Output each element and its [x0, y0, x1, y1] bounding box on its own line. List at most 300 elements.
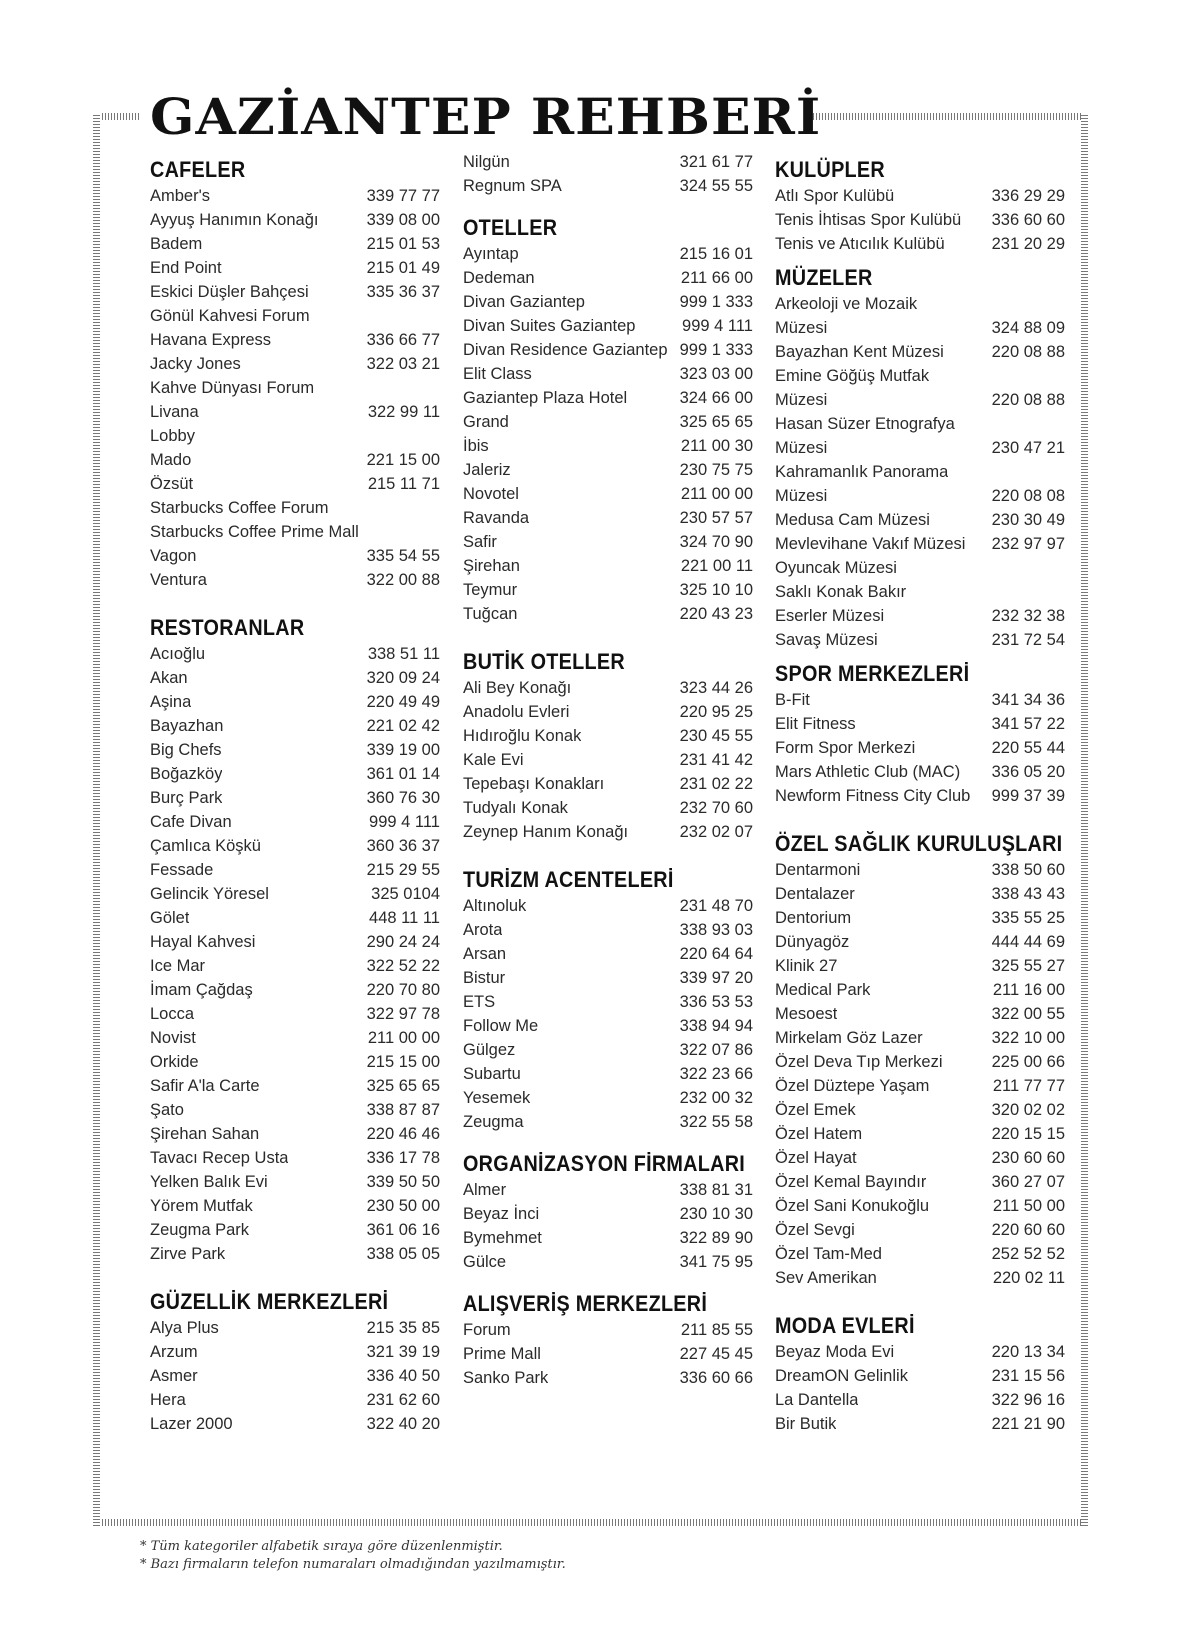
entry-name: Almer	[463, 1181, 507, 1199]
entry-name: Ventura	[150, 571, 207, 589]
category-section	[463, 150, 753, 198]
directory-entry	[463, 1342, 753, 1366]
directory-entry	[775, 604, 1065, 628]
directory-entry	[150, 1074, 440, 1098]
entry-phone: 360 36 37	[366, 837, 440, 855]
entry-name: Vagon	[150, 547, 197, 565]
entry-name: Bistur	[463, 969, 506, 987]
directory-entry	[775, 580, 1065, 604]
entry-phone: 341 57 22	[991, 715, 1065, 733]
directory-entry	[775, 736, 1065, 760]
category-heading: SPOR MERKEZLERİ	[775, 661, 970, 686]
directory-entry	[150, 1002, 440, 1026]
category-heading: ÖZEL SAĞLIK KURULUŞLARI	[775, 831, 1063, 856]
entry-name: Hasan Süzer Etnografya	[775, 415, 955, 433]
entry-phone: 999 1 333	[679, 293, 753, 311]
category-heading: KULÜPLER	[775, 157, 885, 182]
entry-name: Dentorium	[775, 909, 852, 927]
entry-phone: 322 52 22	[366, 957, 440, 975]
directory-entry	[775, 316, 1065, 340]
entry-phone: 230 10 30	[679, 1205, 753, 1223]
entry-phone: 230 57 57	[679, 509, 753, 527]
entry-name: Safir	[463, 533, 497, 551]
entry-phone: 230 45 55	[679, 727, 753, 745]
entry-name: Mado	[150, 451, 192, 469]
entry-name: Elit Fitness	[775, 715, 856, 733]
entry-name: Lobby	[150, 427, 195, 445]
directory-entry	[775, 232, 1065, 256]
entry-phone: 220 13 34	[991, 1343, 1065, 1361]
entry-name: Dünyagöz	[775, 933, 850, 951]
entry-name: Tenis ve Atıcılık Kulübü	[775, 235, 945, 253]
directory-entry	[150, 810, 440, 834]
entry-phone: 231 48 70	[679, 897, 753, 915]
directory-entry	[150, 930, 440, 954]
entry-name: Zeugma Park	[150, 1221, 250, 1239]
entry-name: Bymehmet	[463, 1229, 542, 1247]
directory-entry	[150, 834, 440, 858]
entry-name: Anadolu Evleri	[463, 703, 570, 721]
entry-phone: 325 65 65	[366, 1077, 440, 1095]
entry-name: DreamON Gelinlik	[775, 1367, 908, 1385]
category-heading: MÜZELER	[775, 265, 873, 290]
directory-entry	[775, 1364, 1065, 1388]
entry-name: Emine Göğüş Mutfak	[775, 367, 930, 385]
entry-phone: 325 0104	[371, 885, 440, 903]
entry-phone: 220 43 23	[679, 605, 753, 623]
entry-phone: 338 43 43	[991, 885, 1065, 903]
entry-name: Hera	[150, 1391, 186, 1409]
directory-entry	[150, 1412, 440, 1436]
directory-entry	[463, 724, 753, 748]
entry-name: Havana Express	[150, 331, 272, 349]
entry-phone: 999 1 333	[679, 341, 753, 359]
entry-phone: 320 02 02	[991, 1101, 1065, 1119]
entry-name: Forum	[463, 1321, 511, 1339]
entry-name: Özel Sani Konukoğlu	[775, 1197, 930, 1215]
entry-name: Gelincik Yöresel	[150, 885, 269, 903]
entry-name: Bir Butik	[775, 1415, 837, 1433]
entry-name: Arsan	[463, 945, 507, 963]
category-section	[150, 156, 440, 592]
entry-phone: 221 02 42	[366, 717, 440, 735]
directory-entry	[775, 1218, 1065, 1242]
category-heading: MODA EVLERİ	[775, 1313, 915, 1338]
entry-name: Elit Class	[463, 365, 532, 383]
directory-entry	[463, 772, 753, 796]
entry-name: Jaleriz	[463, 461, 511, 479]
directory-entry	[775, 784, 1065, 808]
entry-phone: 231 41 42	[679, 751, 753, 769]
entry-name: Cafe Divan	[150, 813, 232, 831]
directory-entry	[463, 362, 753, 386]
entry-phone: 231 02 22	[679, 775, 753, 793]
entry-name: Özel Tam-Med	[775, 1245, 882, 1263]
directory-entry	[150, 1146, 440, 1170]
entry-name: Şirehan	[463, 557, 520, 575]
entry-name: Zeugma	[463, 1113, 524, 1131]
entry-phone: 215 35 85	[366, 1319, 440, 1337]
entry-name: Savaş Müzesi	[775, 631, 878, 649]
entry-phone: 339 08 00	[366, 211, 440, 229]
entry-phone: 324 88 09	[991, 319, 1065, 337]
entry-phone: 322 03 21	[366, 355, 440, 373]
directory-entry	[150, 1218, 440, 1242]
directory-entry	[150, 304, 440, 328]
directory-entry	[463, 966, 753, 990]
entry-name: Özel Hayat	[775, 1149, 857, 1167]
directory-entry	[775, 1170, 1065, 1194]
entry-phone: 336 29 29	[991, 187, 1065, 205]
directory-entry	[775, 292, 1065, 316]
entry-phone: 336 53 53	[679, 993, 753, 1011]
category-section	[150, 1288, 440, 1436]
entry-name: Gönül Kahvesi Forum	[150, 307, 310, 325]
directory-entry	[150, 1122, 440, 1146]
entry-name: Novist	[150, 1029, 196, 1047]
entry-name: Subartu	[463, 1065, 521, 1083]
directory-entry	[150, 1364, 440, 1388]
entry-phone: 232 00 32	[679, 1089, 753, 1107]
entry-name: Bayazhan	[150, 717, 224, 735]
directory-entry	[150, 208, 440, 232]
entry-phone: 215 16 01	[679, 245, 753, 263]
category-heading: BUTİK OTELLER	[463, 649, 625, 674]
entry-phone: 335 54 55	[366, 547, 440, 565]
directory-entry	[150, 424, 440, 448]
directory-entry	[463, 1226, 753, 1250]
entry-name: Dentarmoni	[775, 861, 861, 879]
entry-phone: 221 00 11	[680, 557, 753, 575]
entry-name: Müzesi	[775, 439, 828, 457]
entry-name: Amber's	[150, 187, 210, 205]
entry-name: Özel Kemal Bayındır	[775, 1173, 927, 1191]
entry-name: ETS	[463, 993, 496, 1011]
entry-phone: 361 06 16	[366, 1221, 440, 1239]
directory-entry	[775, 906, 1065, 930]
entry-name: Özel Hatem	[775, 1125, 863, 1143]
directory-entry	[150, 666, 440, 690]
entry-name: Orkide	[150, 1053, 199, 1071]
entry-phone: 232 02 07	[679, 823, 753, 841]
entry-name: Tepebaşı Konakları	[463, 775, 605, 793]
entry-phone: 324 70 90	[679, 533, 753, 551]
entry-name: Ayıntap	[463, 245, 519, 263]
directory-entry	[775, 712, 1065, 736]
directory-entry	[150, 352, 440, 376]
entry-name: Tudyalı Konak	[463, 799, 568, 817]
entry-name: Lazer 2000	[150, 1415, 233, 1433]
footnotes	[140, 1538, 566, 1574]
category-section	[463, 866, 753, 1134]
entry-phone: 338 51 11	[367, 645, 440, 663]
category-heading: OTELLER	[463, 215, 558, 240]
entry-phone: 448 11 11	[369, 909, 440, 927]
directory-entry	[775, 858, 1065, 882]
entry-name: Medical Park	[775, 981, 871, 999]
entry-phone: 220 49 49	[366, 693, 440, 711]
entry-phone: 220 02 11	[992, 1269, 1065, 1287]
category-section	[775, 264, 1065, 652]
directory-entry	[463, 1110, 753, 1134]
entry-name: Beyaz İnci	[463, 1205, 540, 1223]
entry-name: Follow Me	[463, 1017, 539, 1035]
directory-entry	[775, 882, 1065, 906]
entry-name: Yörem Mutfak	[150, 1197, 253, 1215]
directory-entry	[463, 554, 753, 578]
category-heading: ORGANİZASYON FİRMALARI	[463, 1151, 746, 1176]
entry-phone: 290 24 24	[366, 933, 440, 951]
entry-name: Saklı Konak Bakır	[775, 583, 907, 601]
entry-phone: 231 62 60	[366, 1391, 440, 1409]
entry-phone: 323 44 26	[679, 679, 753, 697]
entry-phone: 335 55 25	[991, 909, 1065, 927]
entry-phone: 335 36 37	[366, 283, 440, 301]
entry-name: Eserler Müzesi	[775, 607, 885, 625]
entry-name: Müzesi	[775, 391, 828, 409]
entry-phone: 339 50 50	[366, 1173, 440, 1191]
directory-entry	[463, 676, 753, 700]
entry-name: Arzum	[150, 1343, 198, 1361]
entry-phone: 230 47 21	[991, 439, 1065, 457]
entry-name: La Dantella	[775, 1391, 859, 1409]
entry-name: Boğazköy	[150, 765, 223, 783]
directory-entry	[775, 556, 1065, 580]
directory-entry	[150, 496, 440, 520]
entry-phone: 341 34 36	[991, 691, 1065, 709]
entry-name: Altınoluk	[463, 897, 527, 915]
directory-entry	[463, 1086, 753, 1110]
directory-entry	[150, 786, 440, 810]
frame-left	[93, 113, 100, 1526]
entry-phone: 322 97 78	[366, 1005, 440, 1023]
directory-entry	[463, 458, 753, 482]
directory-entry	[463, 1250, 753, 1274]
directory-entry	[463, 1366, 753, 1390]
directory-entry	[150, 738, 440, 762]
directory-entry	[463, 482, 753, 506]
directory-entry	[463, 942, 753, 966]
directory-entry	[150, 690, 440, 714]
entry-name: Dentalazer	[775, 885, 855, 903]
column-2	[463, 150, 753, 1390]
entry-name: Hayal Kahvesi	[150, 933, 256, 951]
entry-name: Ravanda	[463, 509, 530, 527]
entry-name: Jacky Jones	[150, 355, 241, 373]
entry-phone: 211 00 00	[367, 1029, 440, 1047]
directory-entry	[463, 290, 753, 314]
entry-name: Tenis İhtisas Spor Kulübü	[775, 211, 962, 229]
entry-phone: 325 65 65	[679, 413, 753, 431]
entry-phone: 227 45 45	[679, 1345, 753, 1363]
entry-phone: 211 16 00	[992, 981, 1065, 999]
directory-entry	[463, 242, 753, 266]
entry-phone: 252 52 52	[991, 1245, 1065, 1263]
entry-name: Beyaz Moda Evi	[775, 1343, 895, 1361]
directory-entry	[150, 376, 440, 400]
entry-name: Mars Athletic Club (MAC)	[775, 763, 961, 781]
directory-entry	[150, 1388, 440, 1412]
entry-name: Yesemek	[463, 1089, 531, 1107]
entry-phone: 360 76 30	[366, 789, 440, 807]
entry-phone: 215 15 00	[366, 1053, 440, 1071]
directory-entry	[775, 388, 1065, 412]
directory-entry	[150, 448, 440, 472]
entry-phone: 322 23 66	[679, 1065, 753, 1083]
directory-entry	[463, 338, 753, 362]
directory-entry	[150, 1170, 440, 1194]
directory-entry	[150, 1316, 440, 1340]
entry-phone: 211 00 30	[680, 437, 753, 455]
entry-name: Big Chefs	[150, 741, 222, 759]
directory-entry	[463, 386, 753, 410]
entry-name: Kale Evi	[463, 751, 524, 769]
entry-name: Kahramanlık Panorama	[775, 463, 949, 481]
entry-phone: 338 87 87	[366, 1101, 440, 1119]
entry-name: Badem	[150, 235, 203, 253]
directory-entry	[150, 1242, 440, 1266]
entry-phone: 232 70 60	[679, 799, 753, 817]
entry-name: Yelken Balık Evi	[150, 1173, 268, 1191]
entry-name: İmam Çağdaş	[150, 981, 253, 999]
entry-phone: 321 39 19	[366, 1343, 440, 1361]
entry-name: Zirve Park	[150, 1245, 226, 1263]
directory-entry	[775, 628, 1065, 652]
entry-name: Tuğcan	[463, 605, 518, 623]
entry-name: Gülce	[463, 1253, 507, 1271]
entry-name: Newform Fitness City Club	[775, 787, 971, 805]
entry-name: Acıoğlu	[150, 645, 206, 663]
entry-name: Gölet	[150, 909, 190, 927]
directory-entry	[463, 748, 753, 772]
entry-name: Grand	[463, 413, 509, 431]
directory-entry	[463, 894, 753, 918]
entry-phone: 321 61 77	[679, 153, 753, 171]
frame-bottom	[93, 1519, 1088, 1526]
entry-name: Ice Mar	[150, 957, 206, 975]
directory-entry	[775, 1002, 1065, 1026]
directory-entry	[775, 1194, 1065, 1218]
entry-name: Divan Residence Gaziantep	[463, 341, 668, 359]
directory-entry	[775, 978, 1065, 1002]
directory-entry	[463, 990, 753, 1014]
footnote-1: * Tüm kategoriler alfabetik sıraya göre düzenlenmiştir.	[140, 1539, 503, 1554]
entry-name: Eskici Düşler Bahçesi	[150, 283, 309, 301]
entry-name: Asmer	[150, 1367, 198, 1385]
category-section	[463, 214, 753, 626]
directory-entry	[463, 1038, 753, 1062]
directory-entry	[775, 1026, 1065, 1050]
entry-name: Prime Mall	[463, 1345, 541, 1363]
directory-entry	[150, 280, 440, 304]
entry-phone: 230 60 60	[991, 1149, 1065, 1167]
entry-phone: 341 75 95	[679, 1253, 753, 1271]
directory-entry	[775, 340, 1065, 364]
entry-phone: 215 11 71	[367, 475, 440, 493]
entry-phone: 336 60 60	[991, 211, 1065, 229]
entry-phone: 322 00 55	[991, 1005, 1065, 1023]
directory-entry	[150, 400, 440, 424]
entry-name: Özel Sevgi	[775, 1221, 855, 1239]
entry-name: Arkeoloji ve Mozaik	[775, 295, 918, 313]
directory-entry	[150, 256, 440, 280]
directory-entry	[775, 1122, 1065, 1146]
category-section	[150, 614, 440, 1266]
entry-phone: 339 77 77	[366, 187, 440, 205]
directory-entry	[463, 314, 753, 338]
entry-phone: 336 66 77	[366, 331, 440, 349]
entry-name: Özsüt	[150, 475, 194, 493]
directory-entry	[150, 762, 440, 786]
category-section	[463, 648, 753, 844]
entry-phone: 322 07 86	[679, 1041, 753, 1059]
category-section	[463, 1150, 753, 1274]
directory-entry	[463, 700, 753, 724]
entry-name: B-Fit	[775, 691, 810, 709]
directory-entry	[150, 978, 440, 1002]
entry-name: Özel Emek	[775, 1101, 856, 1119]
entry-phone: 339 19 00	[366, 741, 440, 759]
directory-entry	[150, 954, 440, 978]
entry-phone: 444 44 69	[991, 933, 1065, 951]
entry-phone: 232 32 38	[991, 607, 1065, 625]
entry-name: Oyuncak Müzesi	[775, 559, 897, 577]
category-heading: ALIŞVERİŞ MERKEZLERİ	[463, 1291, 708, 1316]
entry-phone: 999 4 111	[369, 813, 440, 831]
entry-phone: 325 55 27	[991, 957, 1065, 975]
directory-entry	[463, 1062, 753, 1086]
entry-name: Locca	[150, 1005, 195, 1023]
directory-entry	[463, 602, 753, 626]
footnote-2: * Bazı firmaların telefon numaraları olmadığından yazılmamıştır.	[140, 1557, 566, 1572]
entry-name: Alya Plus	[150, 1319, 219, 1337]
entry-name: Mesoest	[775, 1005, 838, 1023]
directory-entry	[150, 568, 440, 592]
directory-entry	[150, 328, 440, 352]
entry-phone: 320 09 24	[366, 669, 440, 687]
entry-phone: 322 00 88	[366, 571, 440, 589]
entry-phone: 338 81 31	[679, 1181, 753, 1199]
entry-phone: 220 55 44	[991, 739, 1065, 757]
entry-name: Şato	[150, 1101, 184, 1119]
entry-name: Teymur	[463, 581, 518, 599]
directory-entry	[463, 796, 753, 820]
entry-phone: 220 15 15	[991, 1125, 1065, 1143]
entry-phone: 323 03 00	[679, 365, 753, 383]
directory-entry	[775, 1242, 1065, 1266]
entry-name: Müzesi	[775, 319, 828, 337]
entry-name: Ayyuş Hanımın Konağı	[150, 211, 319, 229]
directory-entry	[775, 364, 1065, 388]
entry-name: Nilgün	[463, 153, 510, 171]
directory-entry	[775, 1388, 1065, 1412]
directory-entry	[775, 532, 1065, 556]
directory-entry	[775, 208, 1065, 232]
entry-phone: 220 08 88	[991, 343, 1065, 361]
entry-phone: 230 50 00	[366, 1197, 440, 1215]
entry-name: Sanko Park	[463, 1369, 549, 1387]
column-3	[775, 156, 1065, 1436]
directory-entry	[150, 232, 440, 256]
directory-entry	[150, 472, 440, 496]
entry-phone: 221 21 90	[991, 1415, 1065, 1433]
entry-phone: 215 01 49	[366, 259, 440, 277]
entry-name: Divan Gaziantep	[463, 293, 585, 311]
directory-entry	[463, 266, 753, 290]
entry-phone: 322 99 11	[367, 403, 440, 421]
category-heading: TURİZM ACENTELERİ	[463, 867, 674, 892]
entry-phone: 336 17 78	[366, 1149, 440, 1167]
